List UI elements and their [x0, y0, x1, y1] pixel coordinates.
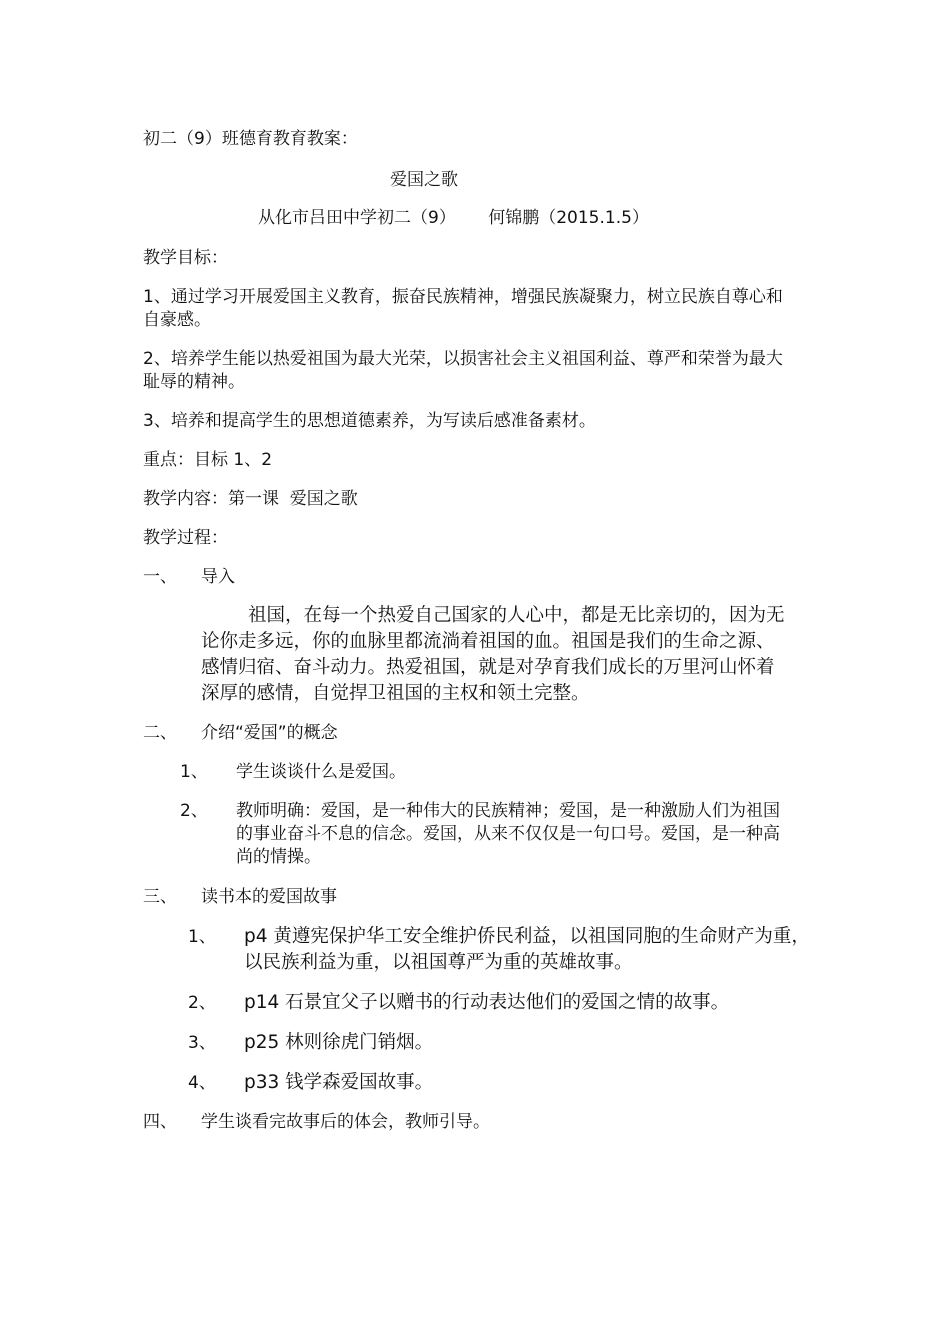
intro-paragraph-line-2: 论你走多远，你的血脉里都流淌着祖国的血。祖国是我们的生命之源、: [201, 631, 775, 652]
document-title: 初二（9）班德育教育教案：: [143, 129, 358, 149]
section-3-item-3-text: p25 林则徐虎门销烟。: [244, 1032, 434, 1053]
section-2-number: 二、: [143, 723, 177, 743]
section-2-item-2-line-1: 教师明确：爱国，是一种伟大的民族精神；爱国，是一种激励人们为祖国: [236, 801, 780, 821]
section-3-item-4-text: p33 钱学森爱国故事。: [244, 1072, 434, 1093]
section-2-item-2-line-3: 尚的情操。: [236, 847, 321, 867]
intro-paragraph-line-3: 感情归宿、奋斗动力。热爱祖国，就是对孕育我们成长的万里河山怀着: [201, 657, 775, 678]
section-3-number: 三、: [143, 887, 177, 907]
objective-1-line-1: 1、通过学习开展爱国主义教育，振奋民族精神，增强民族凝聚力，树立民族自尊心和: [143, 287, 783, 307]
author-line: 从化市吕田中学初二（9） 何锦鹏（2015.1.5）: [258, 208, 649, 228]
objective-2-line-2: 耻辱的精神。: [143, 372, 245, 392]
section-4-title: 学生谈看完故事后的体会，教师引导。: [201, 1112, 490, 1132]
section-2-item-2-number: 2、: [180, 801, 208, 821]
section-1-title: 导入: [201, 567, 235, 587]
objectives-heading: 教学目标：: [143, 248, 228, 268]
section-2-title: 介绍“爱国”的概念: [201, 723, 338, 743]
section-4-number: 四、: [143, 1112, 177, 1132]
teaching-content: 教学内容：第一课 爱国之歌: [143, 489, 358, 509]
intro-paragraph-line-4: 深厚的感情，自觉捍卫祖国的主权和领土完整。: [201, 683, 590, 704]
section-3-title: 读书本的爱国故事: [201, 887, 337, 907]
section-2-item-1-text: 学生谈谈什么是爱国。: [236, 762, 406, 782]
lesson-title: 爱国之歌: [390, 170, 458, 190]
section-3-item-1-line-1: p4 黄遵宪保护华工安全维护侨民利益，以祖国同胞的生命财产为重，: [244, 926, 810, 947]
process-heading: 教学过程：: [143, 528, 228, 548]
section-3-item-2-text: p14 石景宜父子以赠书的行动表达他们的爱国之情的故事。: [244, 992, 730, 1013]
section-3-item-1-number: 1、: [188, 927, 216, 947]
section-2-item-2-line-2: 的事业奋斗不息的信念。爱国，从来不仅仅是一句口号。爱国，是一种高: [236, 824, 780, 844]
intro-paragraph-line-1: 祖国，在每一个热爱自己国家的人心中，都是无比亲切的，因为无: [248, 605, 785, 626]
section-1-number: 一、: [143, 567, 177, 587]
objective-1-line-2: 自豪感。: [143, 310, 211, 330]
section-3-item-1-line-2: 以民族利益为重，以祖国尊严为重的英雄故事。: [244, 952, 633, 973]
objective-2-line-1: 2、培养学生能以热爱祖国为最大光荣，以损害社会主义祖国利益、尊严和荣誉为最大: [143, 349, 783, 369]
section-3-item-4-number: 4、: [188, 1073, 216, 1093]
section-2-item-1-number: 1、: [180, 762, 208, 782]
section-3-item-3-number: 3、: [188, 1033, 216, 1053]
key-points: 重点：目标 1、2: [143, 450, 273, 470]
section-3-item-2-number: 2、: [188, 993, 216, 1013]
objective-3: 3、培养和提高学生的思想道德素养，为写读后感准备素材。: [143, 411, 596, 431]
